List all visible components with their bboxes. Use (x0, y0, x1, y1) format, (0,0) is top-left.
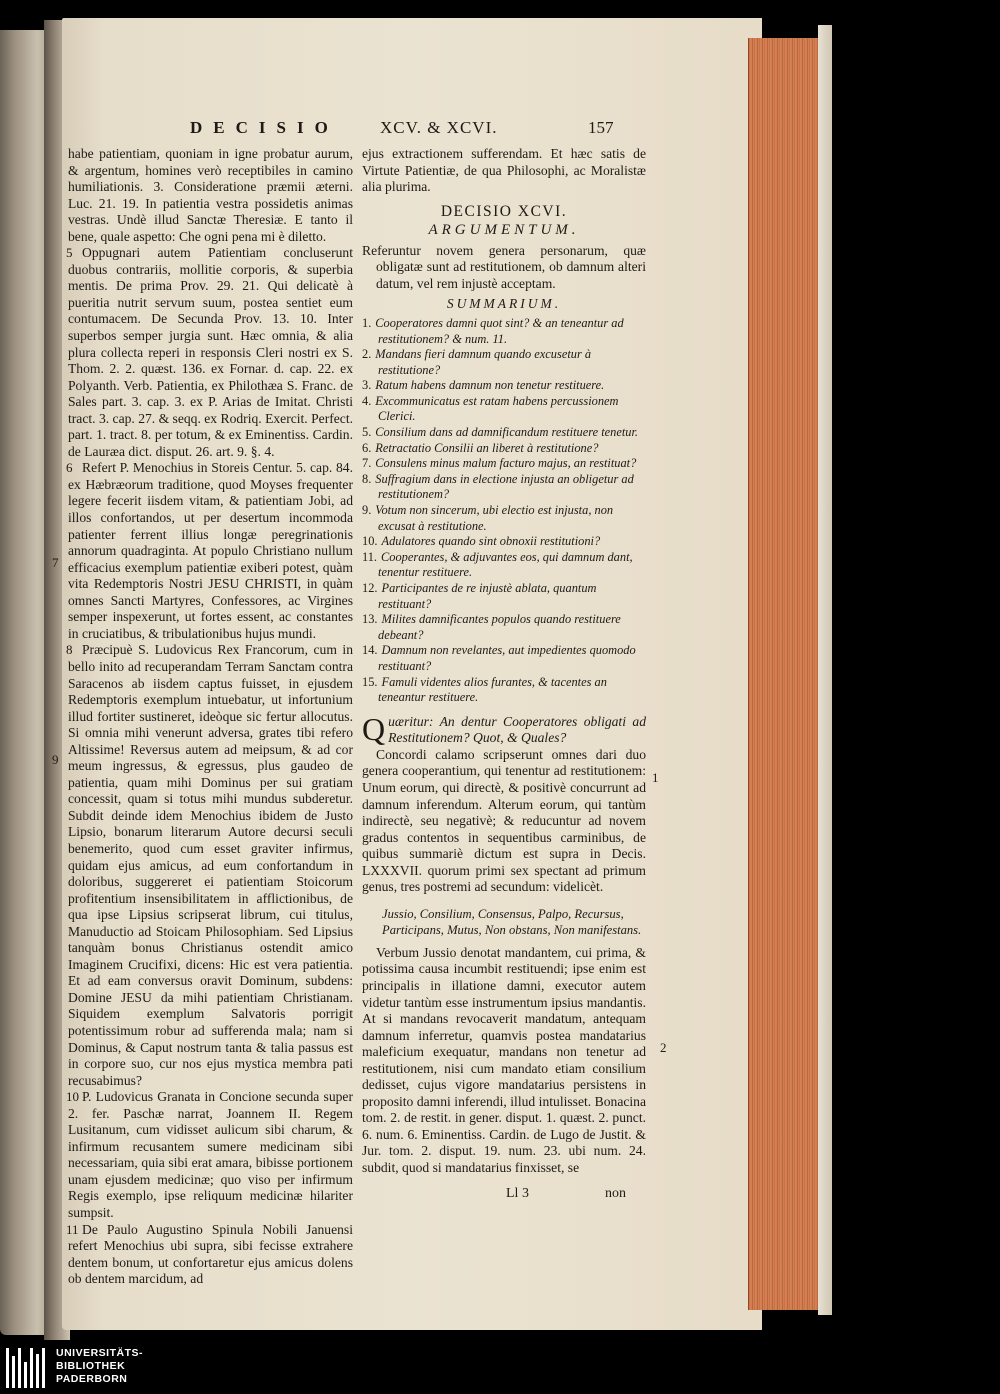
summary-text: Cooperantes, & adjuvantes eos, qui damnum dant, tenentur restituere. (378, 549, 633, 580)
summary-number: 8. (362, 471, 372, 486)
summary-item (362, 675, 646, 706)
summary-number: 12. (362, 581, 378, 596)
margin-number: 1 (652, 770, 659, 785)
summary-item (362, 441, 646, 457)
paragraph-text: Præcipuè S. Ludovicus Rex Francorum, cum in bello inito ad recuperandam Terram Sanctam contra Saracenos ab iisdem captus fuisset, in ejusdem Redemptoris exemplum intuebatur, ut infortunium illud fortiter sustineret, ideòque sic fertur allocutus. Si omnia mihi venerunt adversa, grates tibi refero Altissime! Reversus autem ad meipsum, & ad cor meum ingressus, & egressus, plus gaudeo de patientia, quam mihi Dominus per sui gratiam concessit, quam si totus mihi mundus subderetur. Subdit deinde idem Menochius ibidem de Justo Lipsio, bonarum literarum Autore decursi seculi benemerito, quod cum esset graviter infirmus, quidam ejus amicus, ad eum confortandum in doloribus, suggereret ei patientiam Stoicorum profitentium insensibilitatem in afflictionibus, de qua ipse Lipsius scripserat librum, cui titulus, Manuductio ad Stoicam Philosophiam. Sed Lipsius tanquàm bonus Christianus ostendit amico Imaginem Crucifixi, dicens: Hic est vera patientia. Et ad eam conversus oravit Dominum, subdens: Domine JESU da mihi patientiam Christianam. Siquidem exemplum Salvatoris porrigit potentissimum robur ad sufferenda mala; nam si Dominus, & Caput nostrum tanta & talia passus est in corpore suo, cur nos ejus mystica membra pati recusabimus? (68, 642, 353, 1088)
margin-number: 9 (52, 752, 59, 767)
paragraph-number: 8 (66, 642, 73, 658)
summary-number: 14. (362, 643, 378, 658)
summary-number: 5. (362, 425, 372, 440)
library-logo (0, 1342, 1000, 1394)
summary-number: 6. (362, 440, 372, 455)
catchword: non (605, 1186, 626, 1201)
summary-item (362, 550, 646, 581)
question-paragraph (362, 710, 646, 747)
library-name-line: UNIVERSITÄTS- (56, 1347, 144, 1359)
summary-text: Participantes de re injustè ablata, quantum restituant? (378, 581, 597, 611)
summary-text: Famuli videntes alios furantes, & tacentes an teneantur restituere. (378, 674, 607, 705)
summary-heading: SUMMARIUM. (446, 296, 562, 312)
body-paragraph (68, 642, 353, 1089)
mnemonic-verse: Jussio, Consilium, Consensus, Palpo, Recursus, Participans, Mutus, Non obstans, Non manifestans. (382, 906, 642, 938)
summary-item (362, 534, 646, 550)
running-header (190, 118, 630, 140)
decision-title: DECISIO XCVI. (440, 202, 568, 220)
argument-heading: ARGUMENTUM. (428, 222, 580, 239)
summary-number: 11. (362, 549, 378, 564)
paragraph-text: De Paulo Augustino Spinula Nobili Januensi refert Menochius ubi supra, sibi fecisse extrahere dentem bonum, ut confortaretur ejus amicus dolens ob dentem marcidum, ad (68, 1221, 353, 1287)
summary-item (362, 612, 646, 643)
summary-text: Consulens minus malum facturo majus, an restituat? (375, 456, 637, 471)
library-name-line: PADERBORN (56, 1373, 128, 1385)
summary-item (362, 503, 646, 534)
barcode-icon (6, 1348, 48, 1388)
summary-text: Ratum habens damnum non tenetur restituere. (375, 378, 605, 393)
paragraph-number: 5 (66, 245, 73, 261)
paragraph-text: Oppugnari autem Patientiam concluserunt duobus contrariis, mollitie corporis, & superbia mentis. De prima Prov. 29. 21. Qui delicatè à pueritia nutrit servum suum, postea sentiet eum contumacem. De Secunda Prov. 13. 10. Inter superbos semper jurgia sunt. Hæc omnia, & alia plura collecta reperi in responsis Cleri nostri ex S. Thom. 2. 2. quæst. 136. ex Fornar. d. cap. 22. ex Polyanth. Verb. Patientia, ex Philothæa S. Franc. de Sales part. 3. cap. 3. ex P. Arias de Imitat. Christi tract. 3. cap. 27. & seqq. ex Rodriq. Exercit. Perfect. part. 1. tract. 8. per totum, & ex Eminentiss. Cardin. de Lauræa dict. disput. 26. art. 9. §. 4. (68, 245, 353, 459)
body-paragraph: Verbum Jussio denotat mandantem, cui prima, & potissima causa incumbit restituendi; ipse enim est principalis in illatione damni, executor autem videtur tantùm esse instrumentum ipsius mandantis. At si mandans revocaverit mandatum, antequam damnum inferretur, quamvis postea mandatarius maleficium exequatur, mandans non tenetur ad restitutionem, nisi cum mandato etiam consilium dedisset, cujus vigore mandatarius persistens in proposito damni inferendi, illud intulisset. Bonacina tom. 2. de restit. in gener. disput. 1. quæst. 2. punct. 6. num. 6. Eminentiss. Cardin. de Lugo de Justit. & Jur. tom. 2. disput. 19. num. 23. ubi num. 24. subdit, quod si mandatarius finxisset, se (362, 944, 646, 1175)
summary-number: 13. (362, 612, 378, 627)
argument-text: Referuntur novem genera personarum, quæ obligatæ sunt ad restitutionem, ob damnum alteri datum, vel rem injustè acceptam. (362, 242, 646, 291)
summary-item (362, 643, 646, 674)
facing-page-edge (0, 30, 46, 1335)
summary-item (362, 378, 646, 394)
summary-item (362, 394, 646, 425)
header-decision-numbers: XCV. & XCVI. (380, 118, 498, 137)
paragraph-text: P. Ludovicus Granata in Concione secunda super 2. fer. Paschæ narrat, Joannem II. Regem Lusitanum, cum vidisset aulicum sibi charum, & infirmum recusantem sumere medicinam sibi necessariam, quia sibi erat amara, bibisse portionem unam ejusdem medicinæ; quo viso per infirmum Regis exemplo, ipse reliquum medicinæ hilariter sumpsit. (68, 1089, 353, 1220)
summary-number: 1. (362, 315, 372, 330)
body-paragraph (68, 146, 353, 245)
library-name-line: BIBLIOTHEK (56, 1360, 126, 1372)
summary-number: 4. (362, 393, 372, 408)
summary-item (362, 472, 646, 503)
margin-number: 7 (52, 555, 59, 570)
summary-text: Votum non sincerum, ubi electio est injusta, non excusat à restitutione. (375, 503, 614, 533)
body-paragraph (68, 1089, 353, 1221)
summary-number: 9. (362, 503, 372, 518)
closing-paragraph: ejus extractionem sufferendam. Et hæc satis de Virtute Patientiæ, de qua Philosophi, ac Moralistæ alia plurima. (362, 146, 646, 195)
summary-number: 2. (362, 347, 372, 362)
paragraph-number: 11 (66, 1221, 79, 1237)
paragraph-text: habe patientiam, quoniam in igne probatur aurum, & argentum, homines verò receptibiles in camino humiliationis. 3. Consideratione præmii æterni. Luc. 21. 19. In patientia vestra possidetis animas vestras. Undè illud Sanctæ Theresiæ. E tanto il bene, quale aspetto: Che ogni pena mi è diletto. (68, 146, 353, 244)
drop-cap: Q (362, 710, 386, 747)
summary-text: Excommunicatus est ratam habens percussionem Clerici. (375, 393, 619, 424)
summary-number: 10. (362, 534, 378, 549)
signature-mark: Ll 3 (506, 1186, 529, 1201)
body-paragraph (68, 245, 353, 460)
summary-number: 7. (362, 456, 372, 471)
library-name (56, 1347, 143, 1386)
body-paragraph (68, 1222, 353, 1288)
summary-text: Mandans fieri damnum quando excusetur à restitutione? (375, 347, 592, 377)
summary-text: Suffragium dans in electione injusta an obligetur ad restitutionem? (375, 471, 634, 502)
summary-text: Adulatores quando sint obnoxii restitutioni? (381, 534, 601, 549)
header-title: DECISIO (190, 118, 339, 137)
summary-item (362, 456, 646, 472)
summary-number: 3. (362, 378, 372, 393)
body-paragraph (68, 460, 353, 642)
left-text-column (68, 146, 353, 1288)
paragraph-text: Refert P. Menochius in Storeis Centur. 5. cap. 84. ex Hæbræorum traditione, quod Moyses frequenter legere fecerit iisdem vitam, & patientiam Jobi, ad illos confortandos, ut per desertum incommoda patienter ferrent illius longæ peregrinationis annorum quadraginta. At populo Christiano nullum efficacius exemplum patientiæ exiberi potest, quàm vita Redemptoris Nostri JESU CHRISTI, in quàm omnes Sancti Martyres, Confessores, ac Virgines semper inspexerunt, ut fortes essent, ac constantes in cruciatibus, & tribulationibus hujus mundi. (68, 460, 353, 641)
right-text-column (362, 146, 646, 1177)
paragraph-number: 6 (66, 460, 73, 476)
page-edges-red (748, 38, 823, 1310)
question-text: uæritur: An dentur Cooperatores obligati ad Restitutionem? Quot, & Quales? (388, 713, 646, 746)
summary-item (362, 425, 646, 441)
summary-item (362, 347, 646, 378)
summary-text: Consilium dans ad damnificandum restituere tenetur. (375, 425, 639, 440)
summary-text: Milites damnificantes populos quando restituere debeant? (378, 612, 621, 642)
page-number: 157 (588, 118, 614, 137)
body-paragraph: Concordi calamo scripserunt omnes dari duo genera cooperantium, qui tenentur ad restitutionem: Unum eorum, qui directè, & positivè concurrunt ad damnum inferendum. Alterum eorum, qui tantùm indirectè, seu negativè; & reducuntur ad novem gradus contentos in sequentibus carminibus, de quibus summariè dictum est supra in Decis. LXXXVII. quorum primi sex spectant ad primum genus, tres postremi ad secundum: videlicèt. (362, 746, 646, 895)
summary-text: Cooperatores damni quot sint? & an teneantur ad restitutionem? & num. 11. (375, 315, 624, 346)
summary-list (362, 316, 646, 706)
summary-text: Retractatio Consilii an liberet à restitutione? (375, 440, 599, 455)
summary-item (362, 581, 646, 612)
cover-edge (818, 25, 832, 1315)
summary-number: 15. (362, 674, 378, 689)
margin-number: 2 (660, 1040, 667, 1055)
paragraph-number: 10 (66, 1089, 79, 1105)
summary-text: Damnum non revelantes, aut impedientes quomodo restituant? (378, 643, 636, 673)
summary-item (362, 316, 646, 347)
